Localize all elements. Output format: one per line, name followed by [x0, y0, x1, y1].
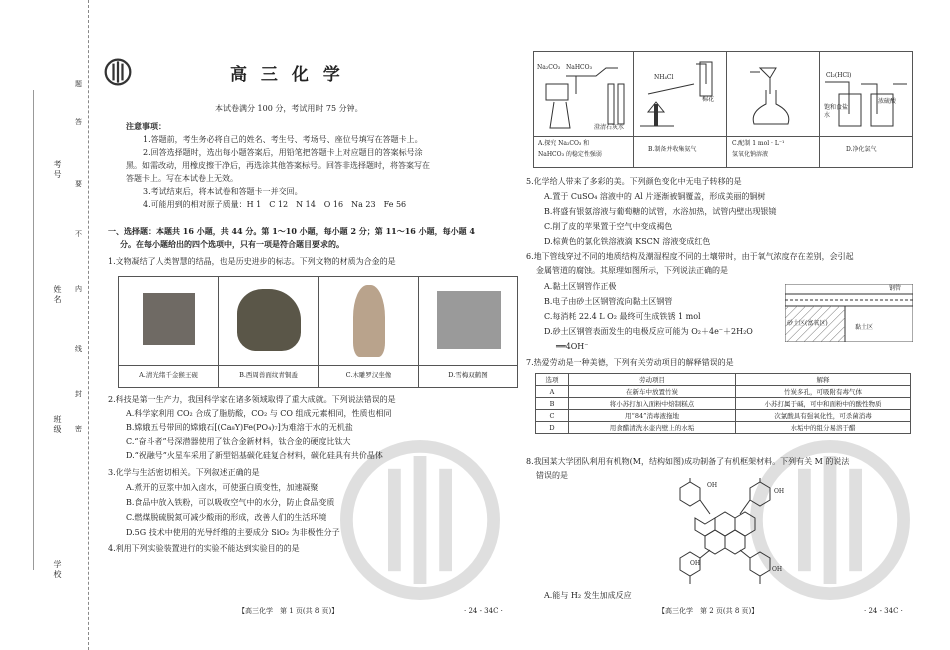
q6-option-c: C.每消耗 22.4 L O₂ 最终可生成铁锈 1 mol	[544, 312, 701, 321]
seal-char: 题	[75, 80, 82, 88]
margin-label-xingming: 姓名	[53, 285, 62, 305]
q1-artifact-table	[118, 276, 518, 388]
question-3: 3.化学与生活密切相关。下列叙述正确的是	[108, 468, 260, 477]
note-line: 1.答题前，考生务必将自己的姓名、考生号、考场号、座位号填写在答题卡上。	[143, 135, 423, 144]
binding-solid-line	[33, 90, 34, 570]
table-row	[536, 422, 911, 434]
question-5: 5.化学给人带来了多彩的美。下列颜色变化中无电子转移的是	[526, 177, 742, 186]
label-nahco3: NaHCO₃	[566, 64, 592, 71]
q2-option-c: C.“奋斗者”号深潜器使用了钛合金新材料，钛合金的硬度比钛大	[126, 437, 351, 446]
margin-label-kaohao: 考号	[53, 160, 62, 180]
q6-corrosion-figure	[785, 284, 913, 342]
q2-option-d: D.“祝融号”火星车采用了新型铝基碳化硅复合材料，碳化硅具有共价晶体	[126, 451, 383, 460]
note-line: 2.回答选择题时，选出每小题答案后，用铅笔把答题卡上对应题目的答案标号涂	[143, 148, 423, 157]
q7-header-row	[536, 374, 911, 386]
q7-cell: A	[536, 386, 569, 398]
seal-char: 不	[75, 230, 82, 238]
inkstone-image	[143, 293, 195, 345]
q7-cell: 在新车中放置竹炭	[569, 386, 736, 398]
q7-cell: D	[536, 422, 569, 434]
q7-table	[535, 373, 911, 434]
exam-intro: 本试卷满分 100 分，考试用时 75 分钟。	[215, 104, 363, 113]
seal-char: 线	[75, 345, 82, 353]
q7-cell: 次氯酸具有强氧化性，可杀菌消毒	[736, 410, 911, 422]
q4-option-d: D.净化氯气	[846, 146, 877, 153]
note-line: 3.考试结束后，将本试卷和答题卡一并交回。	[143, 187, 303, 196]
q7-header: 选项	[536, 374, 569, 386]
question-6: 6.地下管线穿过不同的地质结构及潮湿程度不同的土壤带时，由于氧气浓度存在差别，会引起	[526, 252, 854, 261]
label-na2co3: Na₂CO₃	[537, 64, 561, 71]
section1-heading-2: 分。在每小题给出的四个选项中，只有一项是符合题目要求的。	[120, 239, 344, 249]
bronze-vessel-image	[237, 289, 301, 351]
q5-option-c: C.削了皮的苹果置于空气中变成褐色	[544, 222, 673, 231]
page-title: 高 三 化 学	[230, 65, 344, 85]
label-limewater: 澄清石灰水	[594, 124, 625, 131]
apparatus-b-drawing	[634, 54, 726, 134]
question-1: 1.文物凝结了人类智慧的结晶，也是历史进步的标志。下列文物的材质为合金的是	[108, 257, 396, 266]
margin-label-xuexiao: 学校	[53, 560, 62, 580]
table-row	[536, 398, 911, 410]
margin-label-banji: 班级	[53, 415, 62, 435]
q8-oh-label: OH	[690, 560, 701, 567]
q7-cell: 将小苏打加入面粉中焙制糕点	[569, 398, 736, 410]
fig-label-pipe: 钢管	[889, 285, 902, 292]
q6-option-a: A.黏土区钢管作正极	[544, 282, 617, 291]
q1-option-d: D.雪梅双鹤图	[448, 371, 488, 379]
q8-oh-label: OH	[772, 566, 783, 573]
q7-header: 解释	[736, 374, 911, 386]
q6-option-d: D.砂土区钢管表面发生的电极反应可能为 O₂＋4e⁻＋2H₂O	[544, 327, 753, 336]
q8-oh-label: OH	[774, 488, 785, 495]
q7-cell: 小苏打属于碱，可中和面粉中的酸性物质	[736, 398, 911, 410]
q4-option-a: A.探究 Na₂CO₃ 和	[538, 140, 590, 147]
note-line: 黑。如需改动，用橡皮擦干净后，再选涂其他答案标号。回答非选择题时，将答案写在	[126, 161, 430, 170]
q7-cell: 竹炭多孔，可吸附有毒气体	[736, 386, 911, 398]
footer-right-page1: · 24 - 34C ·	[464, 607, 503, 615]
q3-option-b: B.食品中放入铁粉，可以吸收空气中的水分，防止食品变质	[126, 498, 335, 507]
question-8-line2: 错误的是	[536, 471, 568, 480]
q3-option-d: D.5G 技术中使用的光导纤维的主要成分 SiO₂ 为非极性分子	[126, 528, 340, 537]
q1-option-b: B.西周兽面纹青铜盉	[239, 371, 298, 379]
label-nh4cl: NH₄Cl	[654, 74, 674, 81]
question-8: 8.我国某大学团队利用有机物(M，结构如图)成功制备了有机框架材料。下列有关 M 的说法	[526, 457, 850, 466]
q7-cell: 用“84”消毒液拖地	[569, 410, 736, 422]
fig-label-sandy: 砂土区(富氧区)	[787, 320, 828, 327]
footer-left-page1: 【高三化学 第 1 页(共 8 页)】	[238, 607, 339, 615]
painting-image	[437, 291, 501, 349]
q4-option-c: C.配制 1 mol · L⁻¹	[732, 140, 785, 147]
q3-option-a: A.煮开的豆浆中加入卤水，可使蛋白质变性，加速凝聚	[126, 483, 319, 492]
q1-option-a: A.清光绪千金猴王砚	[139, 371, 198, 379]
note-line: 4.可能用到的相对原子质量：H 1 C 12 N 14 O 16 Na 23 Fe 56	[143, 200, 407, 209]
apparatus-c-drawing	[730, 54, 818, 134]
seal-char: 密	[75, 425, 82, 433]
seal-line-text	[75, 80, 85, 575]
question-2: 2.科技是第一生产力，我国科学家在诸多领域取得了重大成就。下列说法错误的是	[108, 395, 396, 404]
q4-apparatus-table	[533, 51, 913, 168]
seal-char: 要	[75, 180, 82, 188]
q8-option-a: A.能与 H₂ 发生加成反应	[544, 591, 632, 600]
notes-heading: 注意事项：	[126, 121, 166, 131]
q2-option-b: B.嫦娥五号带回的嫦娥石[(Ca₈Y)Fe(PO₄)₇]为难溶于水的无机盐	[126, 423, 353, 432]
binding-dashed-line	[88, 0, 89, 650]
q8-oh-label: OH	[707, 482, 718, 489]
q3-option-c: C.燃煤脱硫脱氮可减少酸雨的形成，改善人们的生活环境	[126, 513, 327, 522]
label-conc-sulfuric: 浓硫酸	[878, 98, 897, 105]
question-7: 7.热爱劳动是一种美德，下列有关劳动项目的解释错误的是	[526, 358, 734, 367]
seal-char: 内	[75, 285, 82, 293]
q8-molecule-structure	[660, 478, 790, 586]
q1-option-c: C.木雕罗汉坐像	[345, 371, 392, 379]
q5-option-a: A.置于 CuSO₄ 溶液中的 Al 片逐渐被铜覆盖，形成美丽的铜树	[544, 192, 766, 201]
q7-cell: 用食醋清洗水壶内壁上的水垢	[569, 422, 736, 434]
table-row	[536, 410, 911, 422]
note-line: 答题卡上。写在本试卷上无效。	[126, 174, 238, 183]
fig-label-clay: 黏土区	[855, 324, 874, 331]
seal-char: 封	[75, 390, 82, 398]
footer-left-page2: 【高三化学 第 2 页(共 8 页)】	[658, 607, 759, 615]
table-row	[536, 386, 911, 398]
label-cotton: 棉花	[702, 96, 715, 103]
footer-right-page2: · 24 - 34C ·	[864, 607, 903, 615]
label-saturated-brine: 饱和食盐水	[824, 104, 849, 119]
q7-cell: C	[536, 410, 569, 422]
q2-option-a: A.科学家利用 CO₂ 合成了脂肪酸，CO₂ 与 CO 组成元素相同，性质也相同	[126, 409, 392, 418]
q7-cell: B	[536, 398, 569, 410]
seal-char: 答	[75, 118, 82, 126]
question-4: 4.利用下列实验装置进行的实验不能达到实验目的的是	[108, 544, 300, 553]
watermark-logo-left	[340, 440, 500, 600]
q6-option-b: B.电子由砂土区钢管流向黏土区钢管	[544, 297, 673, 306]
q4-option-a-line2: NaHCO₃ 的稳定性强弱	[538, 151, 602, 158]
q5-option-d: D.棕黄色的氯化铁溶液滴 KSCN 溶液变成红色	[544, 237, 711, 246]
q7-header: 劳动项目	[569, 374, 736, 386]
label-cl2-hcl: Cl₂(HCl)	[826, 72, 852, 79]
q6-option-d-line2: ══4OH⁻	[556, 342, 589, 351]
question-6-line2: 金属管道的腐蚀。其原理如图所示，下列说法正确的是	[536, 266, 728, 275]
q4-option-b: B.制备并收集氨气	[648, 146, 697, 153]
q4-option-c-line2: 氢氧化钠溶液	[732, 151, 769, 158]
publisher-logo	[104, 58, 132, 86]
wood-statue-image	[353, 285, 385, 357]
section1-heading: 一、选择题：本题共 16 小题，共 44 分。第 1～10 小题，每小题 2 分；第 11～16 小题，每小题 4	[108, 226, 475, 236]
apparatus-d-drawing	[821, 54, 911, 134]
q5-option-b: B.将盛有银氨溶液与葡萄糖的试管，水浴加热，试管内壁出现银镜	[544, 207, 777, 216]
q7-cell: 水垢中的组分易溶于醋	[736, 422, 911, 434]
